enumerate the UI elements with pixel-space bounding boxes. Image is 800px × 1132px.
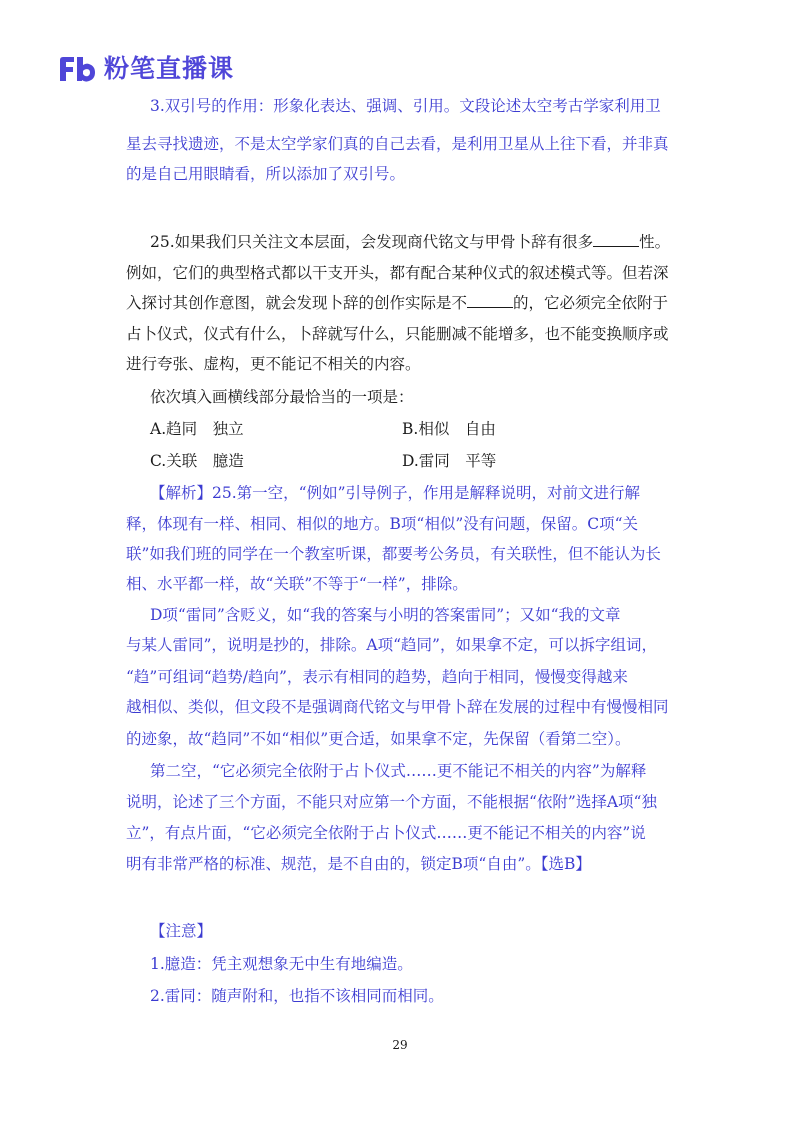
intro-note-line: 星去寻找遗迹，不是太空学家们真的自己去看，是利用卫星从上往下看，并非真 (126, 135, 669, 153)
analysis-line: 【解析】25.第一空，“例如”引导例子，作用是解释说明，对前文进行解 (150, 484, 641, 502)
analysis-line: 的迹象，故“趋同”不如“相似”更合适，如果拿不定，先保留（看第二空）。 (126, 730, 631, 748)
analysis-line: 释，体现有一样、相同、相似的地方。B项“相似”没有问题，保留。C项“关 (126, 515, 639, 533)
question-prompt: 依次填入画横线部分最恰当的一项是： (150, 388, 414, 406)
analysis-line: 越相似、类似，但文段不是强调商代铭文与甲骨卜辞在发展的过程中有慢慢相同 (126, 698, 669, 716)
analysis-line: 立”，有点片面，“它必须完全依附于占卜仪式……更不能记不相关的内容”说 (126, 824, 646, 842)
analysis-line: 相、水平都一样，故“关联”不等于“一样”，排除。 (126, 575, 468, 593)
answer-blank (593, 232, 639, 247)
question-text: 性。 (639, 233, 671, 251)
option-a: A.趋同 独立 (150, 420, 244, 438)
brand-header (58, 52, 234, 86)
question-line: 占卜仪式，仪式有什么，卜辞就写什么，只能删减不能增多，也不能变换顺序或 (126, 325, 669, 343)
option-c: C.关联 臆造 (150, 452, 244, 470)
analysis-line: 联”如我们班的同学在一个教室听课，都要考公务员，有关联性，但不能认为长 (126, 545, 661, 563)
analysis-line: “趋”可组词“趋势/趋向”，表示有相同的趋势，趋向于相同，慢慢变得越来 (126, 668, 628, 686)
question-text: 入探讨其创作意图，就会发现卜辞的创作实际是不 (126, 294, 468, 312)
analysis-line: 与某人雷同”，说明是抄的，排除。A项“趋同”，如果拿不定，可以拆字组词， (126, 636, 657, 654)
analysis-line: 明有非常严格的标准、规范，是不自由的，锁定B项“自由”。【选B】 (126, 855, 591, 873)
option-b: B.相似 自由 (402, 420, 496, 438)
analysis-line: D项“雷同”含贬义，如“我的答案与小明的答案雷同”；又如“我的文章 (150, 606, 621, 624)
intro-note-line: 的是自己用眼睛看，所以添加了双引号。 (126, 165, 406, 183)
question-text: 25.如果我们只关注文本层面，会发现商代铭文与甲骨卜辞有很多 (150, 233, 594, 251)
question-line: 例如，它们的典型格式都以干支开头，都有配合某种仪式的叙述模式等。但若深 (126, 264, 669, 282)
option-d: D.雷同 平等 (402, 452, 497, 470)
brand-name: 粉笔直播课 (104, 54, 235, 83)
notes-item: 1.臆造：凭主观想象无中生有地编造。 (150, 955, 413, 973)
question-text: 的，它必须完全依附于 (513, 294, 669, 312)
analysis-line: 说明，论述了三个方面，不能只对应第一个方面，不能根据“依附”选择A项“独 (126, 793, 657, 811)
answer-blank (467, 293, 513, 308)
page-number: 29 (392, 1038, 408, 1052)
intro-note-line: 3.双引号的作用：形象化表达、强调、引用。文段论述太空考古学家利用卫 (150, 97, 661, 115)
question-line (126, 292, 668, 314)
question-line: 进行夸张、虚构，更不能记不相关的内容。 (126, 355, 421, 373)
notes-item: 2.雷同：随声附和，也指不该相同而相同。 (150, 987, 444, 1005)
notes-title: 【注意】 (150, 922, 213, 940)
fb-logo-icon (58, 54, 96, 84)
analysis-line: 第二空，“它必须完全依附于占卜仪式……更不能记不相关的内容”为解释 (150, 762, 647, 780)
question-line (150, 231, 670, 253)
